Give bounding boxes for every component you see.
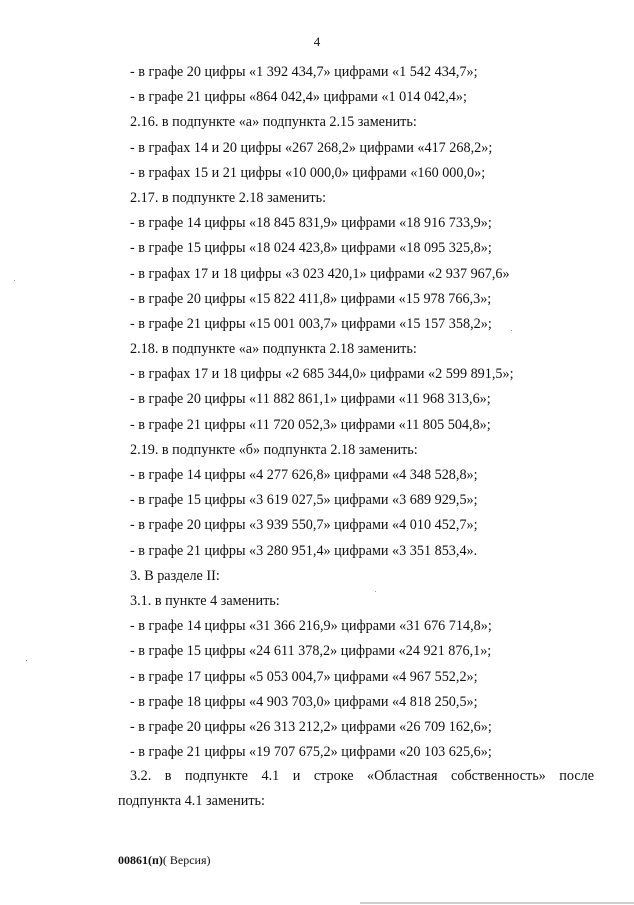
scan-speck <box>26 660 27 661</box>
amendment-list <box>130 60 600 765</box>
list-item: - в графах 15 и 21 цифры «10 000,0» цифрами «160 000,0»; <box>130 164 486 181</box>
list-item: - в графе 20 цифры «11 882 861,1» цифрами «11 968 313,6»; <box>130 391 491 408</box>
list-item: - в графах 17 и 18 цифры «3 023 420,1» цифрами «2 937 967,6» <box>130 265 510 282</box>
section-heading: 2.17. в подпункте 2.18 заменить: <box>130 189 327 206</box>
list-item: - в графах 14 и 20 цифры «267 268,2» цифрами «417 268,2»; <box>130 139 493 156</box>
list-item: - в графе 15 цифры «24 611 378,2» цифрами «24 921 876,1»; <box>130 643 492 660</box>
page-number: 4 <box>313 34 321 49</box>
list-item: - в графе 20 цифры «3 939 550,7» цифрами «4 010 452,7»; <box>130 517 478 534</box>
section-heading: 2.18. в подпункте «а» подпункта 2.18 заменить: <box>130 341 417 358</box>
list-item: - в графе 14 цифры «4 277 626,8» цифрами «4 348 528,8»; <box>130 467 478 483</box>
document-version: ( Версия) <box>162 853 211 867</box>
scan-speck <box>375 591 376 592</box>
list-item: - в графе 21 цифры «19 707 675,2» цифрами «20 103 625,6»; <box>130 744 492 761</box>
section-heading: 3. В разделе II: <box>130 567 220 584</box>
list-item: - в графе 21 цифры «11 720 052,3» цифрами «11 805 504,8»; <box>130 416 491 433</box>
list-item: - в графе 21 цифры «3 280 951,4» цифрами «3 351 853,4». <box>130 542 478 559</box>
document-footer <box>118 853 211 868</box>
scan-edge <box>360 902 634 904</box>
list-item: - в графе 15 цифры «18 024 423,8» цифрами «18 095 325,8»; <box>130 240 492 257</box>
list-item: - в графе 21 цифры «15 001 003,7» цифрами «15 157 358,2»; <box>130 315 492 332</box>
list-item: - в графах 17 и 18 цифры «2 685 344,0» цифрами «2 599 891,5»; <box>130 366 514 383</box>
list-item: - в графе 21 цифры «864 042,4» цифрами «1 014 042,4»; <box>130 89 467 106</box>
list-item: - в графе 20 цифры «1 392 434,7» цифрами «1 542 434,7»; <box>130 64 478 80</box>
list-item: - в графе 20 цифры «26 313 212,2» цифрами «26 709 162,6»; <box>130 718 492 735</box>
list-item: - в графе 14 цифры «31 366 216,9» цифрами «31 676 714,8»; <box>130 618 492 635</box>
scan-speck <box>511 330 512 331</box>
list-item: - в графе 20 цифры «15 822 411,8» цифрами «15 978 766,3»; <box>130 290 492 307</box>
section-heading: 3.1. в пункте 4 заменить: <box>130 592 280 609</box>
document-code: 00861(п) <box>118 853 163 867</box>
section-heading: 2.19. в подпункте «б» подпункта 2.18 заменить: <box>130 441 418 458</box>
paragraph-3-2 <box>118 764 594 814</box>
list-item: - в графе 15 цифры «3 619 027,5» цифрами «3 689 929,5»; <box>130 492 478 509</box>
list-item: - в графе 18 цифры «4 903 703,0» цифрами «4 818 250,5»; <box>130 693 478 710</box>
paragraph-second-line: подпункта 4.1 заменить: <box>118 793 265 810</box>
list-item: - в графе 14 цифры «18 845 831,9» цифрами «18 916 733,9»; <box>130 215 492 232</box>
section-heading: 2.16. в подпункте «а» подпункта 2.15 заменить: <box>130 114 417 131</box>
list-item: - в графе 17 цифры «5 053 004,7» цифрами «4 967 552,2»; <box>130 668 478 685</box>
paragraph-first-line: 3.2. в подпункте 4.1 и строке «Областная собственность» после <box>130 768 594 784</box>
scan-speck <box>14 280 15 281</box>
